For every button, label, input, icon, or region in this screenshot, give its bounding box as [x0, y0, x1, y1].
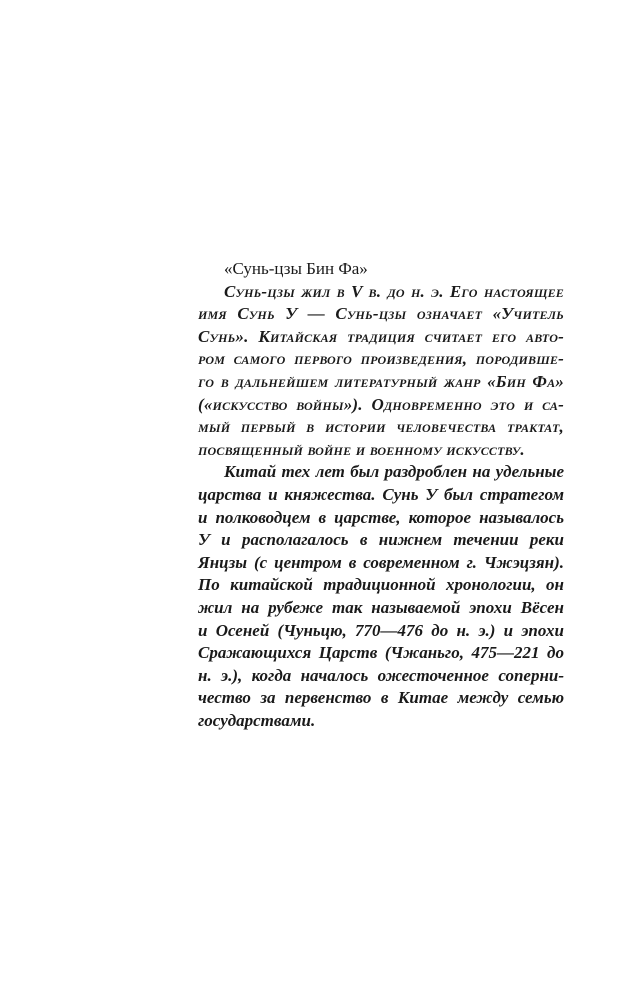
paragraph-line: У и располагалось в нижнем течении реки	[198, 530, 564, 550]
text-block	[198, 258, 564, 732]
paragraph-line: и полководцем в царстве, которое называлось	[198, 507, 564, 527]
paragraph-line: посвященный войне и военному искусству.	[198, 439, 525, 459]
paragraph-line: и Осеней (Чуньцю, 770—476 до н. э.) и эпохи	[198, 620, 564, 640]
paragraph-line: государствами.	[198, 710, 316, 730]
paragraph-line: ром самого первого произведения, породивше-	[198, 349, 564, 369]
paragraph-line: жил на рубеже так называемой эпохи Вёсен	[198, 597, 564, 617]
paragraph-line: царства и княжества. Сунь У был стратегом	[198, 484, 564, 504]
paragraph-line: н. э.), когда началось ожесточенное соперни-	[198, 665, 564, 685]
paragraph-intro	[198, 281, 564, 462]
paragraph-line: По китайской традиционной хронологии, он	[198, 575, 564, 595]
paragraph-line: имя Сунь У — Сунь-цзы означает «Учитель	[198, 304, 564, 324]
paragraph-line: го в дальнейшем литературный жанр «Бин Фа»	[198, 371, 564, 391]
paragraph-line: чество за первенство в Китае между семью	[198, 688, 564, 708]
paragraph-line: Сунь-цзы жил в V в. до н. э. Его настоящее	[224, 281, 564, 301]
paragraph-line: Сражающихся Царств (Чжаньго, 475—221 до	[198, 643, 564, 663]
paragraph-line: мый первый в истории человечества трактат,	[198, 417, 564, 437]
paragraph-line: («искусство войны»). Одновременно это и са-	[198, 394, 564, 414]
paragraph-history	[198, 461, 564, 732]
section-heading: «Сунь-цзы Бин Фа»	[224, 259, 368, 278]
paragraph-line: Сунь». Китайская традиция считает его авто-	[198, 326, 564, 346]
paragraph-line: Китай тех лет был раздроблен на удельные	[224, 462, 564, 482]
paragraph-line: Янцзы (с центром в современном г. Чжэцзян).	[198, 552, 564, 572]
